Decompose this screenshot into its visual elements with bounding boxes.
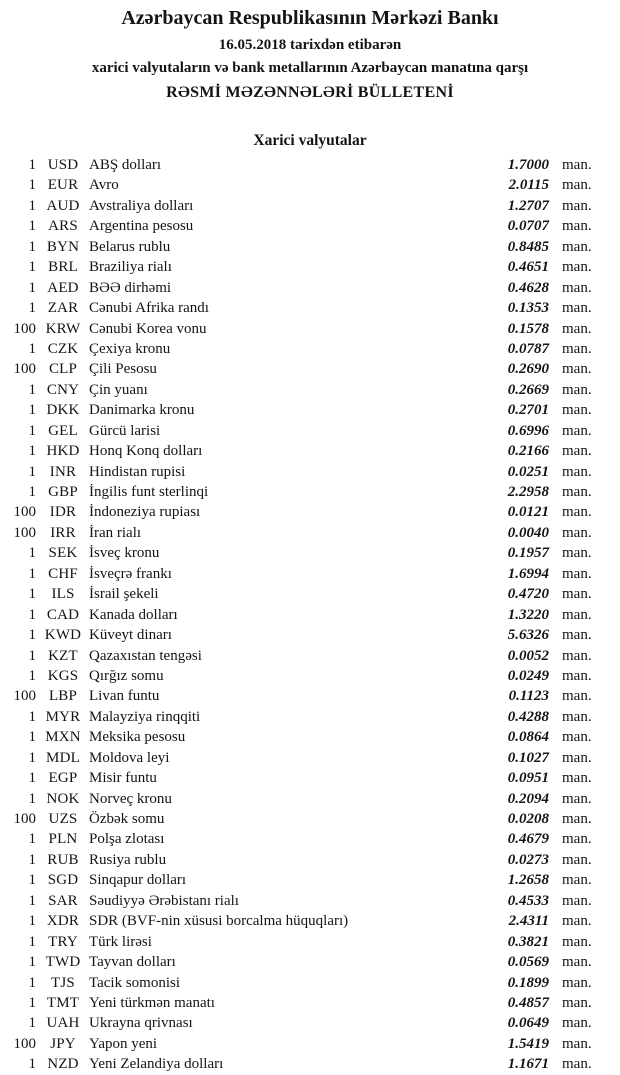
currency-name: Braziliya rialı [89, 259, 172, 276]
table-row [0, 891, 620, 911]
currency-name: İsveç kronu [89, 545, 160, 562]
quantity-value: 1 [28, 586, 36, 603]
currency-code: HKD [46, 443, 80, 460]
rate-value: 0.0569 [507, 954, 549, 971]
currency-code: MXN [45, 729, 81, 746]
unit-label: man. [562, 749, 592, 766]
currency-code: KRW [45, 320, 81, 337]
table-row [0, 584, 620, 604]
quantity-value: 1 [28, 790, 36, 807]
table-row [0, 278, 620, 298]
unit-label: man. [562, 443, 592, 460]
unit-label: man. [562, 361, 592, 378]
rate-value: 0.0251 [507, 463, 549, 480]
rate-value: 1.3220 [507, 606, 549, 623]
rate-value: 0.0864 [507, 729, 549, 746]
currency-name: Norveç kronu [89, 790, 172, 807]
currency-name: Moldova leyi [89, 749, 170, 766]
currency-code: SEK [48, 545, 78, 562]
quantity-value: 1 [28, 831, 36, 848]
unit-label: man. [562, 157, 592, 173]
currency-code: KZT [48, 647, 78, 664]
currency-code: CLP [48, 361, 78, 378]
currency-name: Cənubi Korea vonu [89, 320, 207, 337]
quantity-value: 1 [28, 279, 36, 296]
table-row [0, 462, 620, 482]
rate-value: 0.0052 [507, 647, 549, 664]
quantity-value: 1 [28, 994, 36, 1011]
currency-code: UZS [48, 811, 78, 827]
currency-name: İsrail şekeli [89, 586, 159, 603]
table-row [0, 1013, 620, 1033]
currency-code: GEL [48, 422, 78, 439]
quantity-value: 1 [28, 667, 36, 684]
currency-name: Yeni Zelandiya dolları [89, 1056, 224, 1073]
unit-label: man. [562, 994, 592, 1011]
rate-value: 5.6326 [507, 627, 549, 644]
unit-label: man. [562, 300, 592, 317]
quantity-value: 1 [28, 770, 36, 787]
currency-name: İngilis funt sterlinqi [89, 484, 209, 500]
currency-name: Honq Konq dolları [89, 443, 203, 460]
currency-code: IRR [50, 524, 76, 541]
currency-code: GBP [48, 484, 78, 500]
quantity-value: 1 [28, 606, 36, 623]
unit-label: man. [562, 790, 592, 807]
quantity-value: 1 [28, 1056, 36, 1073]
currency-name: Qazaxıstan tengəsi [89, 647, 202, 664]
quantity-value: 1 [28, 259, 36, 276]
rate-value: 0.4651 [507, 259, 549, 276]
unit-label: man. [562, 279, 592, 296]
table-row [0, 359, 620, 379]
currency-code: TMT [46, 994, 80, 1011]
currency-code: USD [47, 157, 79, 173]
quantity-value: 1 [28, 177, 36, 194]
rate-value: 0.1353 [507, 300, 549, 317]
currency-name: Kanada dolları [89, 606, 178, 623]
quantity-value: 1 [28, 238, 36, 255]
table-row [0, 380, 620, 400]
rate-value: 0.2094 [507, 790, 549, 807]
rate-value: 0.0649 [507, 1015, 549, 1032]
currency-code: INR [49, 463, 77, 480]
unit-label: man. [562, 463, 592, 480]
quantity-value: 100 [13, 688, 36, 705]
currency-code: BYN [46, 238, 80, 255]
rate-value: 0.2669 [507, 381, 549, 398]
table-row [0, 625, 620, 645]
quantity-value: 100 [13, 361, 36, 378]
quantity-value: 100 [13, 1035, 36, 1052]
rate-value: 0.0951 [507, 770, 549, 787]
currency-code: CNY [46, 381, 80, 398]
currency-code: ZAR [47, 300, 79, 317]
quantity-value: 1 [28, 974, 36, 991]
quantity-value: 1 [28, 340, 36, 357]
currency-name: Sinqapur dolları [89, 872, 187, 889]
currency-name: Malayziya rinqqiti [89, 708, 201, 725]
quantity-value: 1 [28, 729, 36, 746]
rate-value: 1.7000 [507, 157, 549, 173]
rate-value: 0.4533 [507, 892, 549, 909]
rate-value: 0.0787 [507, 340, 549, 357]
currency-code: AUD [46, 197, 80, 214]
unit-label: man. [562, 197, 592, 214]
table-row [0, 339, 620, 359]
unit-label: man. [562, 892, 592, 909]
currency-name: İsveçrə frankı [89, 565, 172, 582]
table-row [0, 216, 620, 236]
currency-code: LBP [48, 688, 78, 705]
table-row [0, 727, 620, 747]
quantity-value: 1 [28, 300, 36, 317]
unit-label: man. [562, 872, 592, 889]
table-row [0, 993, 620, 1013]
currency-code: ARS [48, 218, 78, 235]
table-row [0, 237, 620, 257]
quantity-value: 1 [28, 197, 36, 214]
currency-code: NZD [47, 1056, 79, 1073]
rate-value: 0.2166 [507, 443, 549, 460]
quantity-value: 100 [13, 320, 36, 337]
rate-value: 0.4720 [507, 586, 549, 603]
unit-label: man. [562, 586, 592, 603]
table-row [0, 809, 620, 829]
unit-label: man. [562, 954, 592, 971]
unit-label: man. [562, 933, 592, 950]
rate-value: 0.6996 [507, 422, 549, 439]
quantity-value: 1 [28, 708, 36, 725]
table-row [0, 482, 620, 502]
rate-value: 0.2690 [507, 361, 549, 378]
table-row [0, 789, 620, 809]
table-row [0, 605, 620, 625]
rate-value: 0.4679 [507, 831, 549, 848]
rate-value: 0.1027 [507, 749, 549, 766]
quantity-value: 1 [28, 749, 36, 766]
currency-code: CZK [47, 340, 79, 357]
quantity-value: 1 [28, 872, 36, 889]
quantity-value: 1 [28, 913, 36, 930]
table-row [0, 298, 620, 318]
quantity-value: 1 [28, 484, 36, 500]
currency-name: Belarus rublu [89, 238, 171, 255]
quantity-value: 1 [28, 933, 36, 950]
currency-code: AED [47, 279, 79, 296]
bulletin-header [0, 0, 620, 103]
table-row [0, 646, 620, 666]
unit-label: man. [562, 565, 592, 582]
currency-code: XDR [46, 913, 80, 930]
exchange-rates-table [0, 155, 620, 1075]
currency-name: İndoneziya rupiası [89, 504, 201, 521]
rate-value: 0.0707 [507, 218, 549, 235]
currency-name: Livan funtu [89, 688, 160, 705]
table-row [0, 870, 620, 890]
currency-code: KGS [47, 667, 79, 684]
quantity-value: 1 [28, 381, 36, 398]
quantity-value: 1 [28, 1015, 36, 1032]
rate-value: 0.4288 [507, 708, 549, 725]
rate-value: 0.1899 [507, 974, 549, 991]
currency-code: IDR [49, 504, 77, 521]
table-row [0, 829, 620, 849]
bulletin-title: RƏSMİ MƏZƏNNƏLƏRİ BÜLLETENİ [166, 84, 454, 101]
table-row [0, 932, 620, 952]
unit-label: man. [562, 320, 592, 337]
quantity-value: 100 [13, 524, 36, 541]
currency-code: SGD [47, 872, 79, 889]
currency-name: Türk lirəsi [89, 933, 152, 950]
currency-name: Səudiyyə Ərəbistanı rialı [89, 892, 239, 909]
quantity-value: 1 [28, 157, 36, 173]
quantity-value: 1 [28, 647, 36, 664]
currency-name: Çin yuanı [89, 381, 148, 398]
unit-label: man. [562, 1035, 592, 1052]
quantity-value: 1 [28, 402, 36, 419]
currency-code: BRL [48, 259, 78, 276]
rate-value: 0.0208 [507, 811, 549, 827]
rate-value: 0.2701 [507, 402, 549, 419]
unit-label: man. [562, 667, 592, 684]
unit-label: man. [562, 811, 592, 827]
currency-name: SDR (BVF-nin xüsusi borcalma hüquqları) [89, 913, 349, 930]
unit-label: man. [562, 647, 592, 664]
unit-label: man. [562, 340, 592, 357]
bank-name-title: Azərbaycan Respublikasının Mərkəzi Bankı [121, 7, 499, 29]
currency-name: Rusiya rublu [89, 851, 167, 868]
currency-name: Çexiya kronu [89, 340, 171, 357]
table-row [0, 911, 620, 931]
unit-label: man. [562, 851, 592, 868]
unit-label: man. [562, 974, 592, 991]
unit-label: man. [562, 729, 592, 746]
rate-value: 0.1123 [508, 688, 549, 705]
currency-name: Yeni türkmən manatı [89, 994, 215, 1011]
currency-name: ABŞ dolları [89, 157, 162, 173]
unit-label: man. [562, 504, 592, 521]
table-row [0, 523, 620, 543]
currency-name: Çili Pesosu [89, 361, 157, 378]
unit-label: man. [562, 484, 592, 500]
unit-label: man. [562, 913, 592, 930]
rate-value: 0.1957 [507, 545, 549, 562]
quantity-value: 1 [28, 627, 36, 644]
currency-code: UAH [46, 1015, 80, 1032]
currency-name: Qırğız somu [89, 667, 164, 684]
rate-value: 2.4311 [508, 913, 549, 930]
unit-label: man. [562, 218, 592, 235]
currency-name: Avstraliya dolları [89, 197, 194, 214]
table-row [0, 748, 620, 768]
effective-date-line: 16.05.2018 tarixdən etibarən [218, 37, 402, 53]
quantity-value: 1 [28, 463, 36, 480]
rate-value: 1.6994 [507, 565, 549, 582]
quantity-value: 1 [28, 954, 36, 971]
unit-label: man. [562, 1056, 592, 1073]
unit-label: man. [562, 259, 592, 276]
rate-value: 1.2707 [507, 197, 549, 214]
quantity-value: 1 [28, 422, 36, 439]
currency-code: DKK [46, 402, 80, 419]
currency-name: Tacik somonisi [89, 974, 181, 991]
unit-label: man. [562, 402, 592, 419]
unit-label: man. [562, 1015, 592, 1032]
table-row [0, 666, 620, 686]
rate-value: 0.4628 [507, 279, 549, 296]
currency-code: TRY [48, 933, 78, 950]
unit-label: man. [562, 524, 592, 541]
currency-code: ILS [51, 586, 75, 603]
currency-name: Meksika pesosu [89, 729, 186, 746]
quantity-value: 100 [13, 504, 36, 521]
unit-label: man. [562, 708, 592, 725]
currency-name: Danimarka kronu [89, 402, 195, 419]
rate-value: 1.1671 [507, 1056, 549, 1073]
currency-name: Misir funtu [89, 770, 157, 787]
currency-name: Argentina pesosu [89, 218, 194, 235]
table-row [0, 1054, 620, 1074]
unit-label: man. [562, 238, 592, 255]
currency-code: NOK [46, 790, 80, 807]
table-row [0, 257, 620, 277]
unit-label: man. [562, 831, 592, 848]
rate-value: 0.0121 [507, 504, 549, 521]
currency-name: Özbək somu [89, 811, 165, 827]
currency-code: SAR [48, 892, 78, 909]
unit-label: man. [562, 688, 592, 705]
table-row [0, 850, 620, 870]
table-row [0, 952, 620, 972]
currency-name: Ukrayna qrivnası [89, 1015, 193, 1032]
rate-value: 0.4857 [507, 994, 549, 1011]
currency-code: PLN [48, 831, 78, 848]
quantity-value: 1 [28, 443, 36, 460]
unit-label: man. [562, 770, 592, 787]
table-row [0, 686, 620, 706]
currency-code: KWD [44, 627, 82, 644]
unit-label: man. [562, 545, 592, 562]
quantity-value: 1 [28, 565, 36, 582]
rate-value: 0.1578 [507, 320, 549, 337]
table-row [0, 196, 620, 216]
rate-value: 0.3821 [507, 933, 549, 950]
unit-label: man. [562, 381, 592, 398]
table-row [0, 543, 620, 563]
table-row [0, 564, 620, 584]
currency-code: CHF [48, 565, 78, 582]
currency-code: MYR [45, 708, 81, 725]
rate-value: 1.5419 [507, 1035, 549, 1052]
rate-value: 0.0273 [507, 851, 549, 868]
currency-name: İran rialı [89, 524, 142, 541]
currency-name: Avro [89, 177, 119, 194]
section-title-foreign-currencies: Xarici valyutalar [253, 132, 367, 149]
rate-value: 0.0040 [507, 524, 549, 541]
currency-code: TJS [51, 974, 75, 991]
unit-label: man. [562, 177, 592, 194]
currency-code: MDL [46, 749, 80, 766]
currency-name: Küveyt dinarı [89, 627, 172, 644]
currency-name: Cənubi Afrika randı [89, 300, 209, 317]
rate-value: 2.0115 [508, 177, 549, 194]
quantity-value: 100 [13, 811, 36, 827]
currency-code: TWD [45, 954, 81, 971]
currency-name: Yapon yeni [89, 1035, 158, 1052]
quantity-value: 1 [28, 545, 36, 562]
table-row [0, 155, 620, 175]
currency-code: EUR [47, 177, 79, 194]
table-row [0, 441, 620, 461]
rate-value: 1.2658 [507, 872, 549, 889]
rate-value: 2.2958 [507, 484, 549, 500]
rate-value: 0.8485 [507, 238, 549, 255]
table-row [0, 175, 620, 195]
currency-name: Gürcü larisi [89, 422, 161, 439]
currency-name: BƏƏ dirhəmi [89, 279, 172, 296]
currency-code: EGP [48, 770, 78, 787]
currency-code: RUB [47, 851, 79, 868]
unit-label: man. [562, 606, 592, 623]
table-row [0, 400, 620, 420]
currency-name: Hindistan rupisi [89, 463, 186, 480]
currency-code: JPY [50, 1035, 76, 1052]
subject-line: xarici valyutaların və bank metallarının Azərbaycan manatına qarşı [91, 60, 529, 76]
rate-value: 0.0249 [507, 667, 549, 684]
quantity-value: 1 [28, 218, 36, 235]
table-row [0, 1034, 620, 1054]
table-row [0, 421, 620, 441]
table-row [0, 707, 620, 727]
unit-label: man. [562, 627, 592, 644]
table-row [0, 768, 620, 788]
unit-label: man. [562, 422, 592, 439]
quantity-value: 1 [28, 851, 36, 868]
currency-name: Tayvan dolları [89, 954, 176, 971]
quantity-value: 1 [28, 892, 36, 909]
currency-code: CAD [46, 606, 80, 623]
table-row [0, 319, 620, 339]
currency-name: Polşa zlotası [89, 831, 165, 848]
table-row [0, 502, 620, 522]
table-row [0, 973, 620, 993]
